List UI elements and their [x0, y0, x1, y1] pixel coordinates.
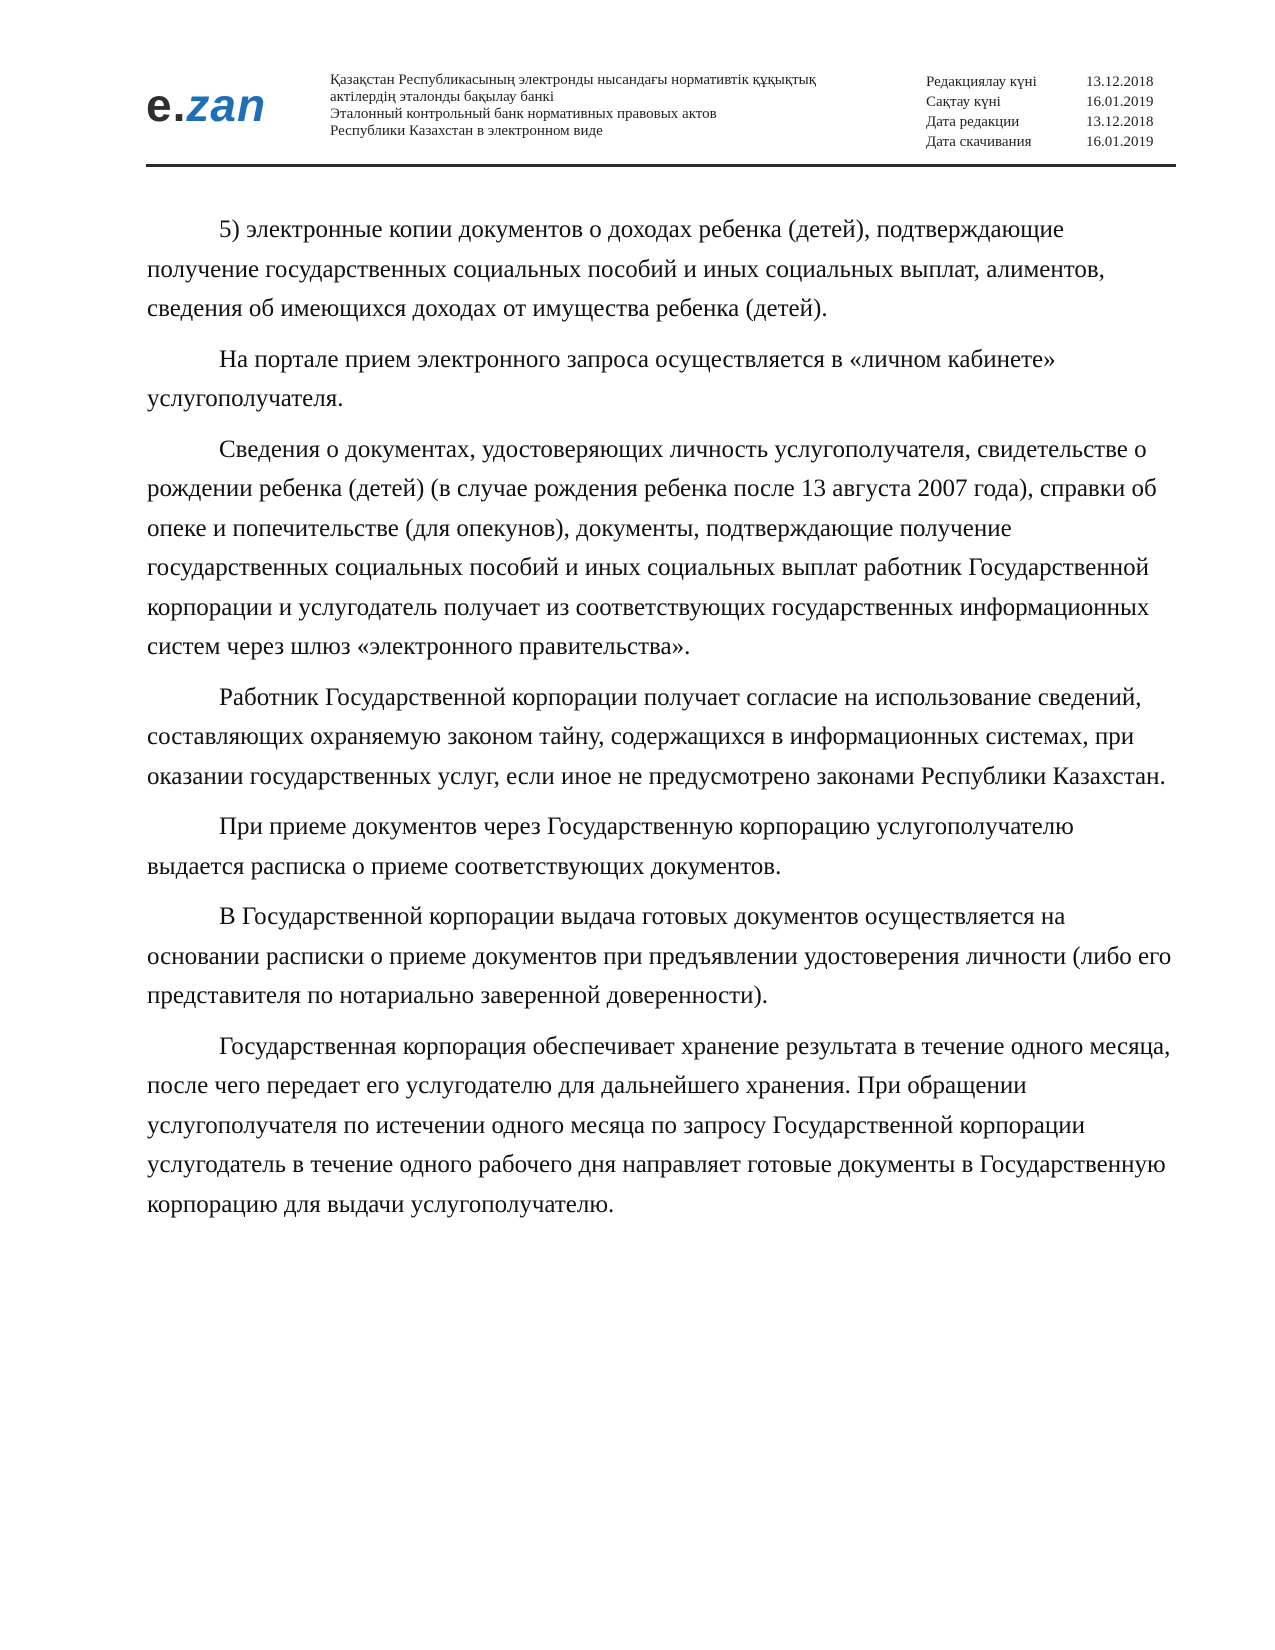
meta-row-edit-date	[926, 112, 1166, 132]
header-divider	[146, 164, 1176, 167]
bank-title	[330, 72, 816, 140]
bank-title-line: Республики Казахстан в электронном виде	[330, 123, 603, 139]
document-body	[147, 210, 1177, 1235]
meta-row-edit-date-kz	[926, 72, 1166, 92]
logo-zan: zan	[186, 79, 267, 131]
body-paragraph: При приеме документов через Государственную корпорацию услугополучателю выдается расписка о приеме соответствующих документов.	[147, 813, 1074, 880]
body-paragraph: В Государственной корпорации выдача готовых документов осуществляется на основании расписки о приеме документов при предъявлении удостоверения личности (либо его представителя по нотариально заверенной доверенности).	[147, 903, 1172, 1009]
meta-label: Дата скачивания	[926, 134, 1032, 150]
body-paragraph: Сведения о документах, удостоверяющих личность услугополучателя, свидетельстве о рождении ребенка (детей) (в случае рождения ребенка после 13 августа 2007 года), справки об опеке и попечительстве (для опекунов), документы, подтверждающие получение государственных социальных пособий и иных социальных выплат работник Государственной корпорации и услугодатель получает из соответствующих государственных информационных систем через шлюз «электронного правительства».	[147, 435, 1157, 660]
body-paragraph: 5) электронные копии документов о доходах ребенка (детей), подтверждающие получение государственных социальных пособий и иных социальных выплат, алиментов, сведения об имеющихся доходах от имущества ребенка (детей).	[147, 216, 1105, 322]
meta-value: 13.12.2018	[1086, 114, 1154, 130]
ezan-logo	[146, 79, 267, 131]
meta-label: Редакциялау күні	[926, 74, 1037, 90]
logo-dot: .	[172, 79, 187, 131]
meta-value: 13.12.2018	[1086, 74, 1154, 90]
meta-row-save-date-kz	[926, 92, 1166, 112]
body-paragraph: Работник Государственной корпорации получает согласие на использование сведений, составляющих охраняемую законом тайну, содержащихся в информационных системах, при оказании государственных услуг, если иное не предусмотрено законами Республики Казахстан.	[147, 683, 1166, 790]
meta-label: Дата редакции	[926, 114, 1020, 130]
bank-title-line: Эталонный контрольный банк нормативных правовых актов	[330, 106, 717, 122]
meta-value: 16.01.2019	[1086, 134, 1154, 150]
logo-e: e	[146, 79, 173, 131]
body-paragraph: На портале прием электронного запроса осуществляется в «личном кабинете» услугополучателя.	[147, 345, 1056, 412]
bank-title-line: Қазақстан Республикасының электронды нысандағы нормативтік құқықтық	[330, 72, 817, 88]
document-header	[146, 62, 1176, 166]
document-dates	[926, 72, 1166, 152]
body-paragraph: Государственная корпорация обеспечивает хранение результата в течение одного месяца, после чего передает его услугодателю для дальнейшего хранения. При обращении услугополучателя по истечении одного месяца по запросу Государственной корпорации услугодатель в течение одного рабочего дня направляет готовые документы в Государственную корпорацию для выдачи услугополучателю.	[147, 1032, 1171, 1218]
meta-row-download-date	[926, 132, 1166, 152]
meta-value: 16.01.2019	[1086, 94, 1154, 110]
meta-label: Сақтау күні	[926, 94, 1001, 110]
bank-title-line: актілердің эталонды бақылау банкі	[330, 89, 554, 105]
